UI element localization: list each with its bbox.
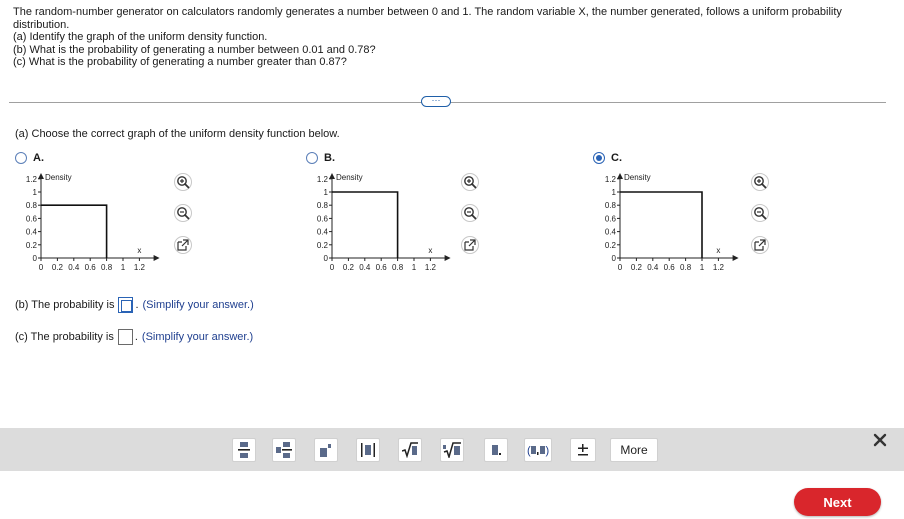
exponent-icon	[320, 443, 332, 457]
y-tick-label: 0.2	[25, 240, 37, 250]
part-a-prompt: (a) Choose the correct graph of the uniform density function below.	[15, 128, 340, 140]
nth-root-button[interactable]	[440, 438, 464, 462]
x-axis-arrow-icon	[445, 255, 451, 261]
y-tick-label: 0.6	[316, 214, 328, 224]
y-tick-label: 0.8	[604, 201, 616, 211]
zoom-out-icon[interactable]	[461, 204, 479, 222]
option-a-radio[interactable]	[15, 152, 27, 164]
y-tick-label: 0.2	[604, 240, 616, 250]
x-axis-arrow-icon	[733, 255, 739, 261]
graph-c-plot	[584, 170, 744, 276]
absolute-value-icon	[361, 442, 375, 458]
part-c-answer-line	[15, 329, 253, 345]
part-b-answer-input[interactable]	[118, 297, 133, 313]
part-b-suffix: .	[135, 299, 139, 311]
zoom-in-icon[interactable]	[751, 173, 769, 191]
ordered-pair-icon	[527, 443, 549, 457]
plus-minus-icon	[577, 443, 589, 457]
graph-b-plot	[296, 170, 456, 276]
expand-question-button[interactable]: ···	[421, 96, 451, 107]
y-tick-label: 0.8	[316, 201, 328, 211]
open-in-new-window-icon[interactable]	[174, 236, 192, 254]
y-axis-arrow-icon	[38, 173, 44, 179]
option-b-radio[interactable]	[306, 152, 318, 164]
option-b-label: B.	[324, 152, 335, 164]
y-axis-arrow-icon	[329, 173, 335, 179]
x-axis-label: x	[428, 246, 433, 255]
question-part-c: (c) What is the probability of generating a number greater than 0.87?	[13, 56, 347, 68]
x-tick-label: 0.4	[359, 263, 371, 272]
x-tick-label: 0.2	[630, 263, 642, 272]
x-tick-label: 0.8	[392, 263, 404, 272]
zoom-out-icon[interactable]	[174, 204, 192, 222]
square-root-icon	[402, 442, 418, 458]
zoom-in-icon[interactable]	[174, 173, 192, 191]
footer-bar	[0, 471, 904, 519]
y-tick-label: 0	[323, 254, 328, 263]
x-tick-label: 0.2	[342, 263, 354, 272]
part-b-answer-line	[15, 297, 254, 313]
density-line	[41, 205, 107, 258]
y-tick-label: 0.6	[604, 214, 616, 224]
x-tick-label: 1.2	[133, 263, 145, 272]
y-tick-label: 0.4	[604, 227, 616, 237]
ordered-pair-button[interactable]	[524, 438, 552, 462]
decimal-icon	[490, 443, 502, 457]
plus-minus-button[interactable]	[570, 438, 596, 462]
more-tools-button[interactable]: More	[610, 438, 658, 462]
close-icon[interactable]	[872, 432, 888, 448]
y-tick-label: 1.2	[25, 174, 37, 184]
x-axis-label: x	[137, 246, 142, 255]
y-tick-label: 1	[323, 188, 328, 197]
question-text	[13, 6, 893, 69]
fraction-icon	[238, 441, 250, 459]
svg-text:): )	[545, 445, 549, 457]
nth-root-icon	[443, 442, 461, 458]
graph-option-c	[584, 170, 744, 276]
x-tick-label: 0	[617, 263, 623, 272]
question-part-b: (b) What is the probability of generating a number between 0.01 and 0.78?	[13, 43, 376, 56]
y-tick-label: 1.2	[316, 174, 328, 184]
y-tick-label: 0.4	[316, 227, 328, 237]
y-tick-label: 0	[32, 254, 37, 263]
density-line	[620, 192, 702, 258]
math-toolbar	[0, 428, 904, 471]
y-tick-label: 0.8	[25, 201, 37, 211]
x-tick-label: 1	[411, 263, 417, 272]
part-b-hint: (Simplify your answer.)	[142, 299, 254, 311]
y-tick-label: 0.4	[25, 227, 37, 237]
x-tick-label: 0.2	[51, 263, 63, 272]
absolute-value-button[interactable]	[356, 438, 380, 462]
part-c-answer-input[interactable]	[118, 329, 133, 345]
mixed-number-button[interactable]	[272, 438, 296, 462]
x-tick-label: 0	[38, 263, 44, 272]
x-tick-label: 0.8	[680, 263, 692, 272]
x-tick-label: 1	[699, 263, 705, 272]
part-c-suffix: .	[134, 331, 138, 343]
open-in-new-window-icon[interactable]	[751, 236, 769, 254]
x-tick-label: 1.2	[712, 263, 724, 272]
option-c-radio[interactable]	[593, 152, 605, 164]
x-tick-label: 0.8	[101, 263, 113, 272]
y-tick-label: 1.2	[604, 174, 616, 184]
square-root-button[interactable]	[398, 438, 422, 462]
y-tick-label: 1	[32, 188, 37, 197]
zoom-out-icon[interactable]	[751, 204, 769, 222]
graph-option-a	[5, 170, 165, 276]
decimal-button[interactable]	[484, 438, 508, 462]
graph-a-plot	[5, 170, 165, 276]
x-tick-label: 0.6	[84, 263, 96, 272]
y-axis-arrow-icon	[617, 173, 623, 179]
x-tick-label: 1	[120, 263, 126, 272]
x-tick-label: 0.4	[68, 263, 80, 272]
y-tick-label: 0.2	[316, 240, 328, 250]
part-b-prefix: (b) The probability is	[15, 299, 115, 311]
y-axis-label: Density	[336, 173, 363, 182]
option-b[interactable]	[306, 151, 335, 165]
density-line	[332, 192, 398, 258]
x-axis-label: x	[716, 246, 721, 255]
option-a[interactable]	[15, 151, 44, 165]
fraction-button[interactable]	[232, 438, 256, 462]
x-tick-label: 0	[329, 263, 335, 272]
y-axis-label: Density	[45, 173, 72, 182]
x-axis-arrow-icon	[154, 255, 160, 261]
y-tick-label: 0.6	[25, 214, 37, 224]
option-c-label: C.	[611, 152, 622, 164]
graph-option-b	[296, 170, 456, 276]
mixed-number-icon	[276, 441, 292, 459]
part-c-prefix: (c) The probability is	[15, 331, 114, 343]
x-tick-label: 0.6	[663, 263, 675, 272]
x-tick-label: 1.2	[424, 263, 436, 272]
option-a-label: A.	[33, 152, 44, 164]
y-tick-label: 1	[611, 188, 616, 197]
question-intro: The random-number generator on calculators randomly generates a number between 0 and 1. The random variable X, the number generated, follows a uniform probability distribution.	[13, 6, 842, 31]
x-tick-label: 0.4	[647, 263, 659, 272]
part-c-hint: (Simplify your answer.)	[141, 331, 254, 343]
open-in-new-window-icon[interactable]	[461, 236, 479, 254]
y-axis-label: Density	[624, 173, 651, 182]
zoom-in-icon[interactable]	[461, 173, 479, 191]
x-tick-label: 0.6	[375, 263, 387, 272]
next-button[interactable]: Next	[794, 488, 881, 516]
exponent-button[interactable]	[314, 438, 338, 462]
option-c[interactable]	[593, 151, 622, 165]
y-tick-label: 0	[611, 254, 616, 263]
svg-text:(: (	[527, 445, 531, 457]
question-part-a: (a) Identify the graph of the uniform density function.	[13, 31, 268, 43]
